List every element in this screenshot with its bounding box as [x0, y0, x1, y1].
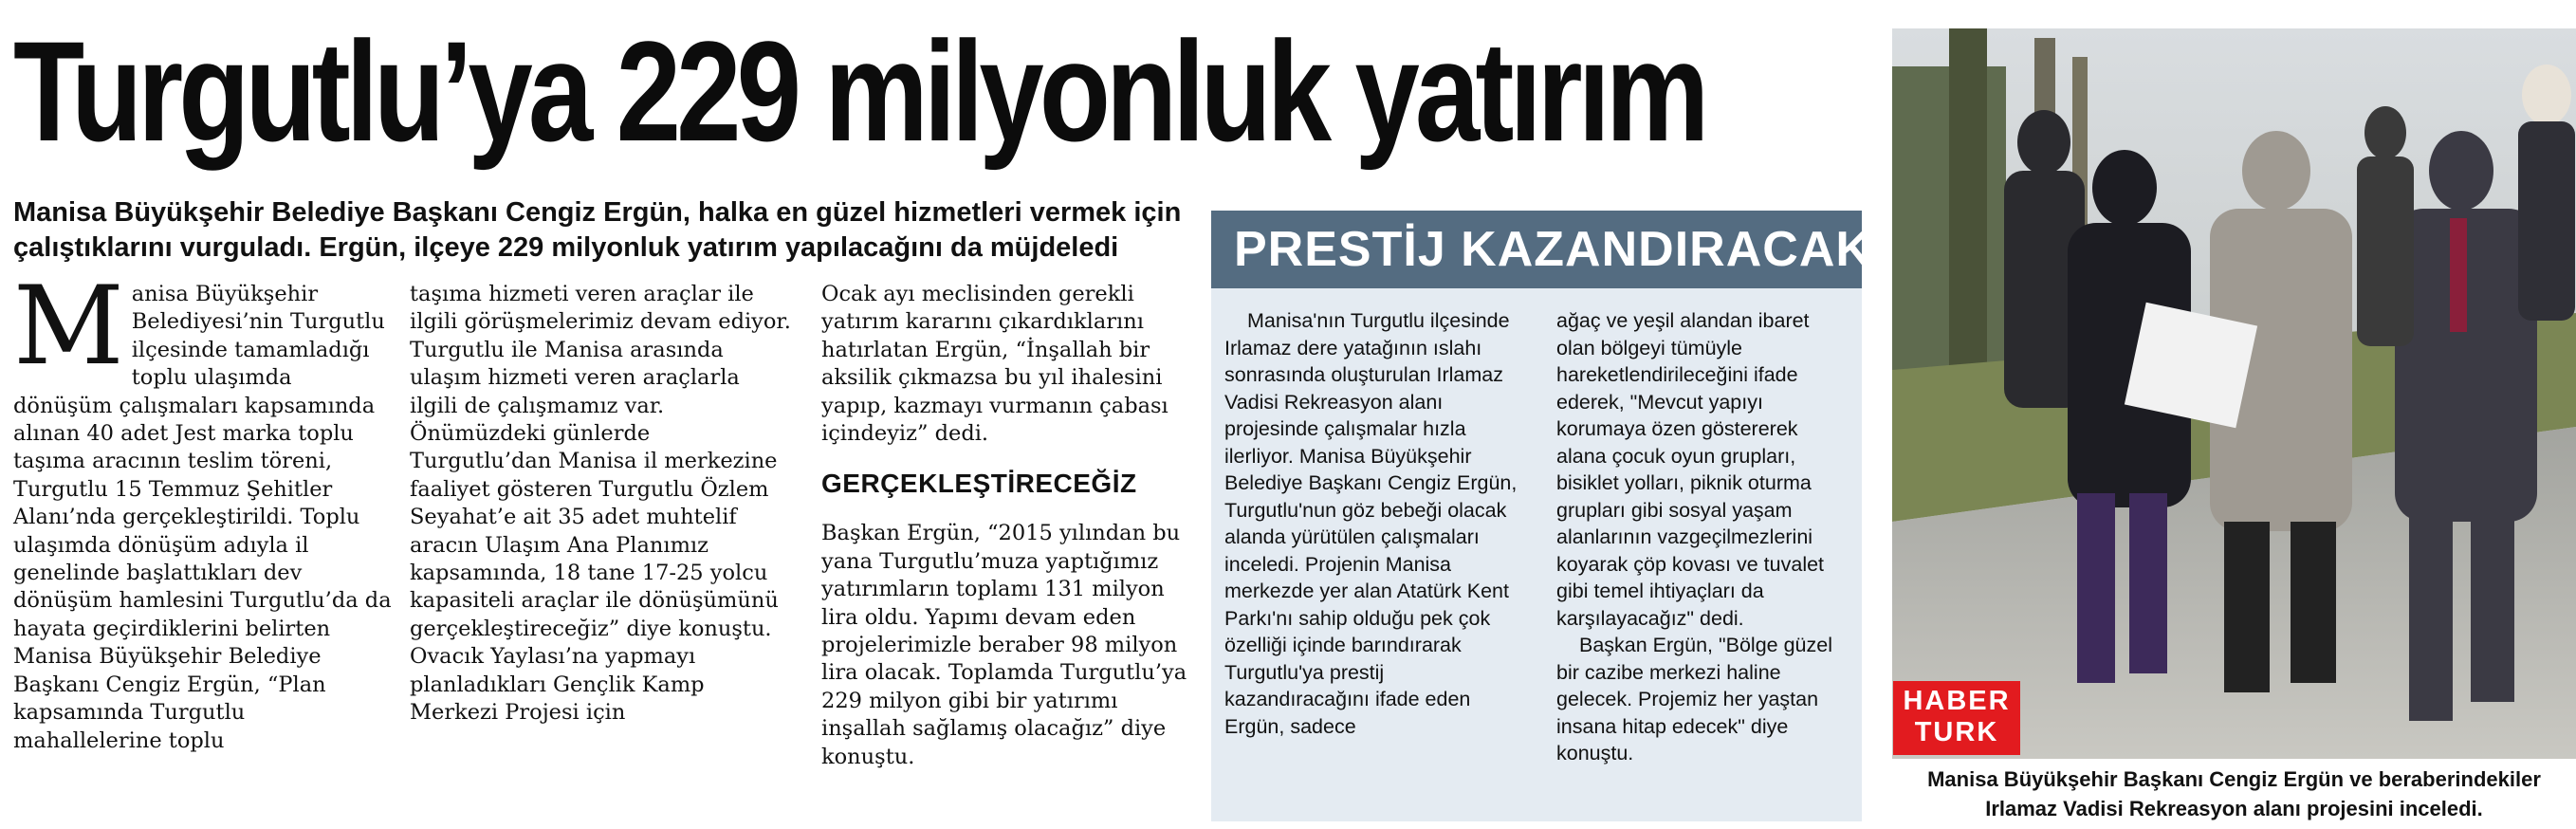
article-paragraph: Ovacık Yaylası’na yapmayı planladıkları Gençlik Kamp Merkezi Projesi için	[410, 644, 705, 726]
sidebar-column-2	[1556, 307, 1850, 767]
haberturk-logo	[1893, 681, 2020, 755]
article-column-2	[410, 281, 794, 728]
sidebar-paragraph: ağaç ve yeşil alandan ibaret olan bölgeyi tümüyle hareketlendirileceğini ifade ederek, "Mevcut yapıyı korumaya özen göstererek alana çocuk oyun grupları, bisiklet yolları, piknik oturma grupları gibi sosyal yaşam alanlarının vazgeçilmezlerini koyarak çöp kovası ve tuvalet gibi temel ihtiyaçları da karşılayacağız" dedi.	[1556, 309, 1825, 630]
sidebar-paragraph: Başkan Ergün, "Bölge güzel bir cazibe merkezi haline gelecek. Projemiz her yaştan insana hitap edecek" diye konuştu.	[1556, 634, 1832, 765]
news-photo	[1892, 28, 2576, 759]
article-column-1	[13, 263, 393, 755]
article-spot: Manisa Büyükşehir Belediye Başkanı Cengiz Ergün, halka en güzel hizmetleri vermek için çalıştıklarını vurguladı. Ergün, ilçeye 229 milyonluk yatırım yapılacağını da müjdeledi	[13, 197, 1182, 263]
logo-line: TURK	[1914, 717, 1999, 747]
sidebar-paragraph: Manisa'nın Turgutlu ilçesinde Irlamaz dere yatağının ıslahı sonrasında oluşturulan Irlamaz Vadisi Rekreasyon alanı projesinde çalışmalar hızla ilerliyor. Manisa Büyükşehir Belediye Başkanı Cengiz Ergün, Turgutlu'nun göz bebeği olacak alanda yürütülen çalışmaları inceledi. Projenin Manisa merkezde yer alan Atatürk Kent Parkı'nı sahip olduğu pek çok özelliği içinde barındırarak Turgutlu'ya prestij kazandıracağını ifade eden Ergün, sadece	[1224, 309, 1518, 738]
headline: Turgutlu’ya 229 milyonluk yatırım	[13, 11, 1705, 171]
logo-line: HABER	[1903, 686, 2011, 716]
photo-illustration	[1892, 28, 2576, 759]
sidebar-box	[1211, 211, 1872, 821]
article-paragraph: taşıma hizmeti veren araçlar ile ilgili görüşmelerimiz devam ediyor. Turgutlu ile Manisa arasında ulaşım hizmeti veren araçlarla ilgili de çalışmamız var. Önümüzdeki günlerde Turgutlu’dan Manisa il merkezine faaliyet gösteren Turgutlu Özlem Seyahat’e ait 35 adet muhtelif aracın Ulaşım Ana Planımız kapsamında, 18 tane 17-25 yolcu kapasiteli araçlar ile dönüşümünü gerçekleştireceğiz” diye konuştu.	[410, 282, 791, 641]
drop-cap: M	[13, 263, 124, 389]
article-paragraph: Ocak ayı meclisinden gerekli yatırım kararını çıkardıklarını hatırlatan Ergün, “İnşallah bir aksilik çıkmazsa bu yıl ihalesini yapıp, kazmayı vurmanın çabası içindeyiz” dedi.	[821, 282, 1168, 447]
photo-caption: Manisa Büyükşehir Başkanı Cengiz Ergün ve beraberindekiler Irlamaz Vadisi Rekreasyon alanı projesini inceledi.	[1927, 767, 2541, 820]
sidebar-column-1	[1224, 307, 1523, 740]
article-paragraph: Başkan Ergün, “2015 yılından bu yana Turgutlu’muza yaptığımız yatırımların toplamı 131 milyon lira oldu. Yapımı devam eden projelerimizle beraber 98 milyon lira olacak. Toplamda Turgutlu’ya 229 milyon gibi bir yatırımı inşallah sağlamış olacağız” diye konuştu.	[821, 521, 1187, 769]
article-paragraph: anisa Büyükşehir Belediyesi’nin Turgutlu ilçesinde tamamladığı toplu ulaşımda dönüşüm çalışmaları kapsamında alınan 40 adet Jest marka toplu taşıma aracının teslim töreni, Turgutlu 15 Temmuz Şehitler Alanı’nda gerçekleştirildi. Toplu ulaşımda dönüşüm adıyla il genelinde başlattıkları dev dönüşüm hamlesini Turgutlu’da da hayata geçirdiklerini belirten Manisa Büyükşehir Belediye Başkanı Cengiz Ergün, “Plan kapsamında Turgutlu mahallelerine toplu	[13, 282, 392, 753]
sidebar-title: PRESTİJ KAZANDIRACAK	[1211, 211, 1862, 288]
article-subheading: GERÇEKLEŞTİRECEĞİZ	[821, 469, 1137, 499]
article-column-3	[821, 281, 1201, 771]
